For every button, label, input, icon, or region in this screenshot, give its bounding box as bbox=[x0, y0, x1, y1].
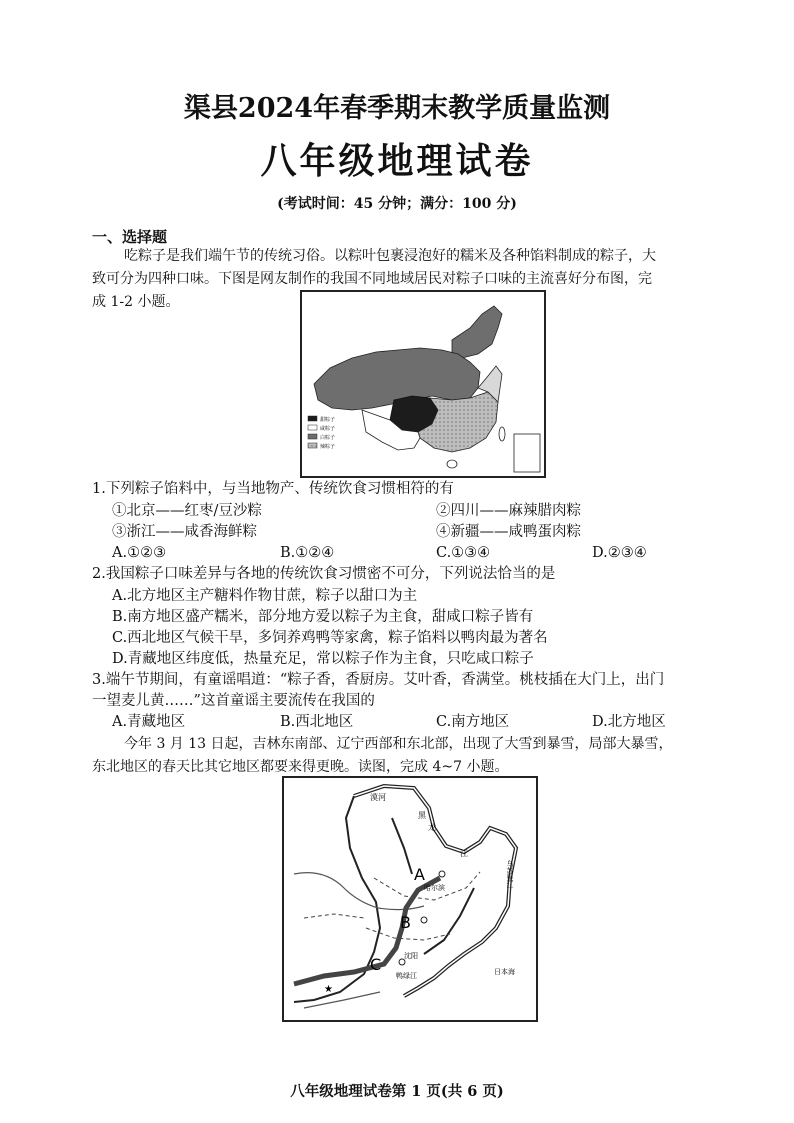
capital-star-icon: ★ bbox=[324, 984, 333, 995]
intro2-line2: 东北地区的春天比其它地区都要来得更晚。读图，完成 4~7 小题。 bbox=[92, 759, 509, 775]
label-harbin: 哈尔滨 bbox=[424, 884, 445, 892]
q2-option-a[interactable]: A.北方地区主产糖料作物甘蔗，粽子以甜口为主 bbox=[112, 588, 418, 604]
intro2-line1: 今年 3 月 13 日起，吉林东南部、辽宁西部和东北部，出现了大雪到暴雪，局部大暴雪， bbox=[124, 736, 673, 752]
q3-option-a[interactable]: A.青藏地区 bbox=[112, 714, 186, 730]
intro1-line1: 吃粽子是我们端午节的传统习俗。以粽叶包裹浸泡好的糯米及各种馅料制成的粽子，大 bbox=[124, 248, 656, 264]
q1-item-1: ①北京——红枣/豆沙粽 bbox=[112, 503, 262, 519]
intro1-line2: 致可分为四种口味。下图是网友制作的我国不同地域居民对粽子口味的主流喜好分布图，完 bbox=[92, 271, 652, 287]
q3-option-c[interactable]: C.南方地区 bbox=[436, 714, 510, 730]
exam-info: (考试时间：45 分钟；满分：100 分) bbox=[277, 196, 517, 212]
page-footer: 八年级地理试卷第 1 页(共 6 页) bbox=[290, 1083, 504, 1100]
northeast-china-map bbox=[282, 776, 538, 1022]
q1-stem: 1.下列粽子馅料中，与当地物产、传统饮食习惯相符的有 bbox=[92, 481, 454, 497]
q1-option-c[interactable]: C.①③④ bbox=[436, 545, 491, 561]
q2-option-d[interactable]: D.青藏地区纬度低，热量充足，常以粽子作为主食，只吃咸口粽子 bbox=[112, 651, 534, 667]
label-yalu: 鸭绿江 bbox=[396, 972, 417, 980]
exam-title: 渠县2024年春季期末教学质量监测 bbox=[183, 93, 611, 124]
q1-option-a[interactable]: A.①②③ bbox=[112, 545, 167, 561]
q3-option-b[interactable]: B.西北地区 bbox=[280, 714, 354, 730]
legend-item-spicy: 辣粽子 bbox=[320, 444, 336, 450]
label-jiang: 江 bbox=[460, 849, 468, 858]
intro1-line3: 成 1-2 小题。 bbox=[92, 294, 180, 310]
q1-option-d[interactable]: D.②③④ bbox=[592, 545, 647, 561]
legend-item-sweet: 甜粽子 bbox=[320, 417, 336, 423]
label-region-a: A bbox=[414, 865, 425, 884]
china-map-graphic bbox=[302, 292, 544, 476]
legend-item-white: 白粽子 bbox=[320, 435, 336, 441]
q2-option-c[interactable]: C.西北地区气候干旱，多饲养鸡鸭等家禽，粽子馅料以鸭肉最为著名 bbox=[112, 630, 548, 646]
paper-subtitle: 八年级地理试卷 bbox=[260, 140, 534, 182]
label-long: 龙 bbox=[428, 823, 436, 832]
label-wusuli: 乌苏里江 bbox=[506, 860, 514, 888]
map1-legend bbox=[308, 416, 335, 450]
label-region-b: B bbox=[400, 913, 411, 932]
q3-stem-line2: 一望麦儿黄……”这首童谣主要流传在我国的 bbox=[92, 693, 375, 709]
q2-option-b[interactable]: B.南方地区盛产糯米，部分地方爱以粽子为主食，甜咸口粽子皆有 bbox=[112, 609, 534, 625]
label-region-c: C bbox=[370, 955, 382, 974]
label-shenyang: 沈阳 bbox=[404, 952, 418, 960]
label-japan-sea: 日本海 bbox=[494, 968, 515, 976]
q1-option-b[interactable]: B.①②④ bbox=[280, 545, 335, 561]
legend-item-salty: 咸粽子 bbox=[320, 426, 336, 432]
q1-item-2: ②四川——麻辣腊肉粽 bbox=[436, 503, 581, 519]
q3-option-d[interactable]: D.北方地区 bbox=[592, 714, 666, 730]
label-mohe: 漠河 bbox=[370, 793, 386, 802]
q1-item-3: ③浙江——咸香海鲜粽 bbox=[112, 524, 257, 540]
label-hei: 黑 bbox=[418, 811, 426, 820]
section-heading: 一、选择题 bbox=[92, 228, 168, 246]
q3-stem-line1: 3.端午节期间，有童谣唱道：“粽子香，香厨房。艾叶香，香满堂。桃枝插在大门上，出门 bbox=[92, 672, 665, 688]
northeast-map-graphic bbox=[284, 778, 536, 1020]
q1-item-4: ④新疆——咸鸭蛋肉粽 bbox=[436, 524, 581, 540]
q2-stem: 2.我国粽子口味差异与各地的传统饮食习惯密不可分，下列说法恰当的是 bbox=[92, 566, 556, 582]
china-zongzi-map bbox=[300, 290, 546, 478]
